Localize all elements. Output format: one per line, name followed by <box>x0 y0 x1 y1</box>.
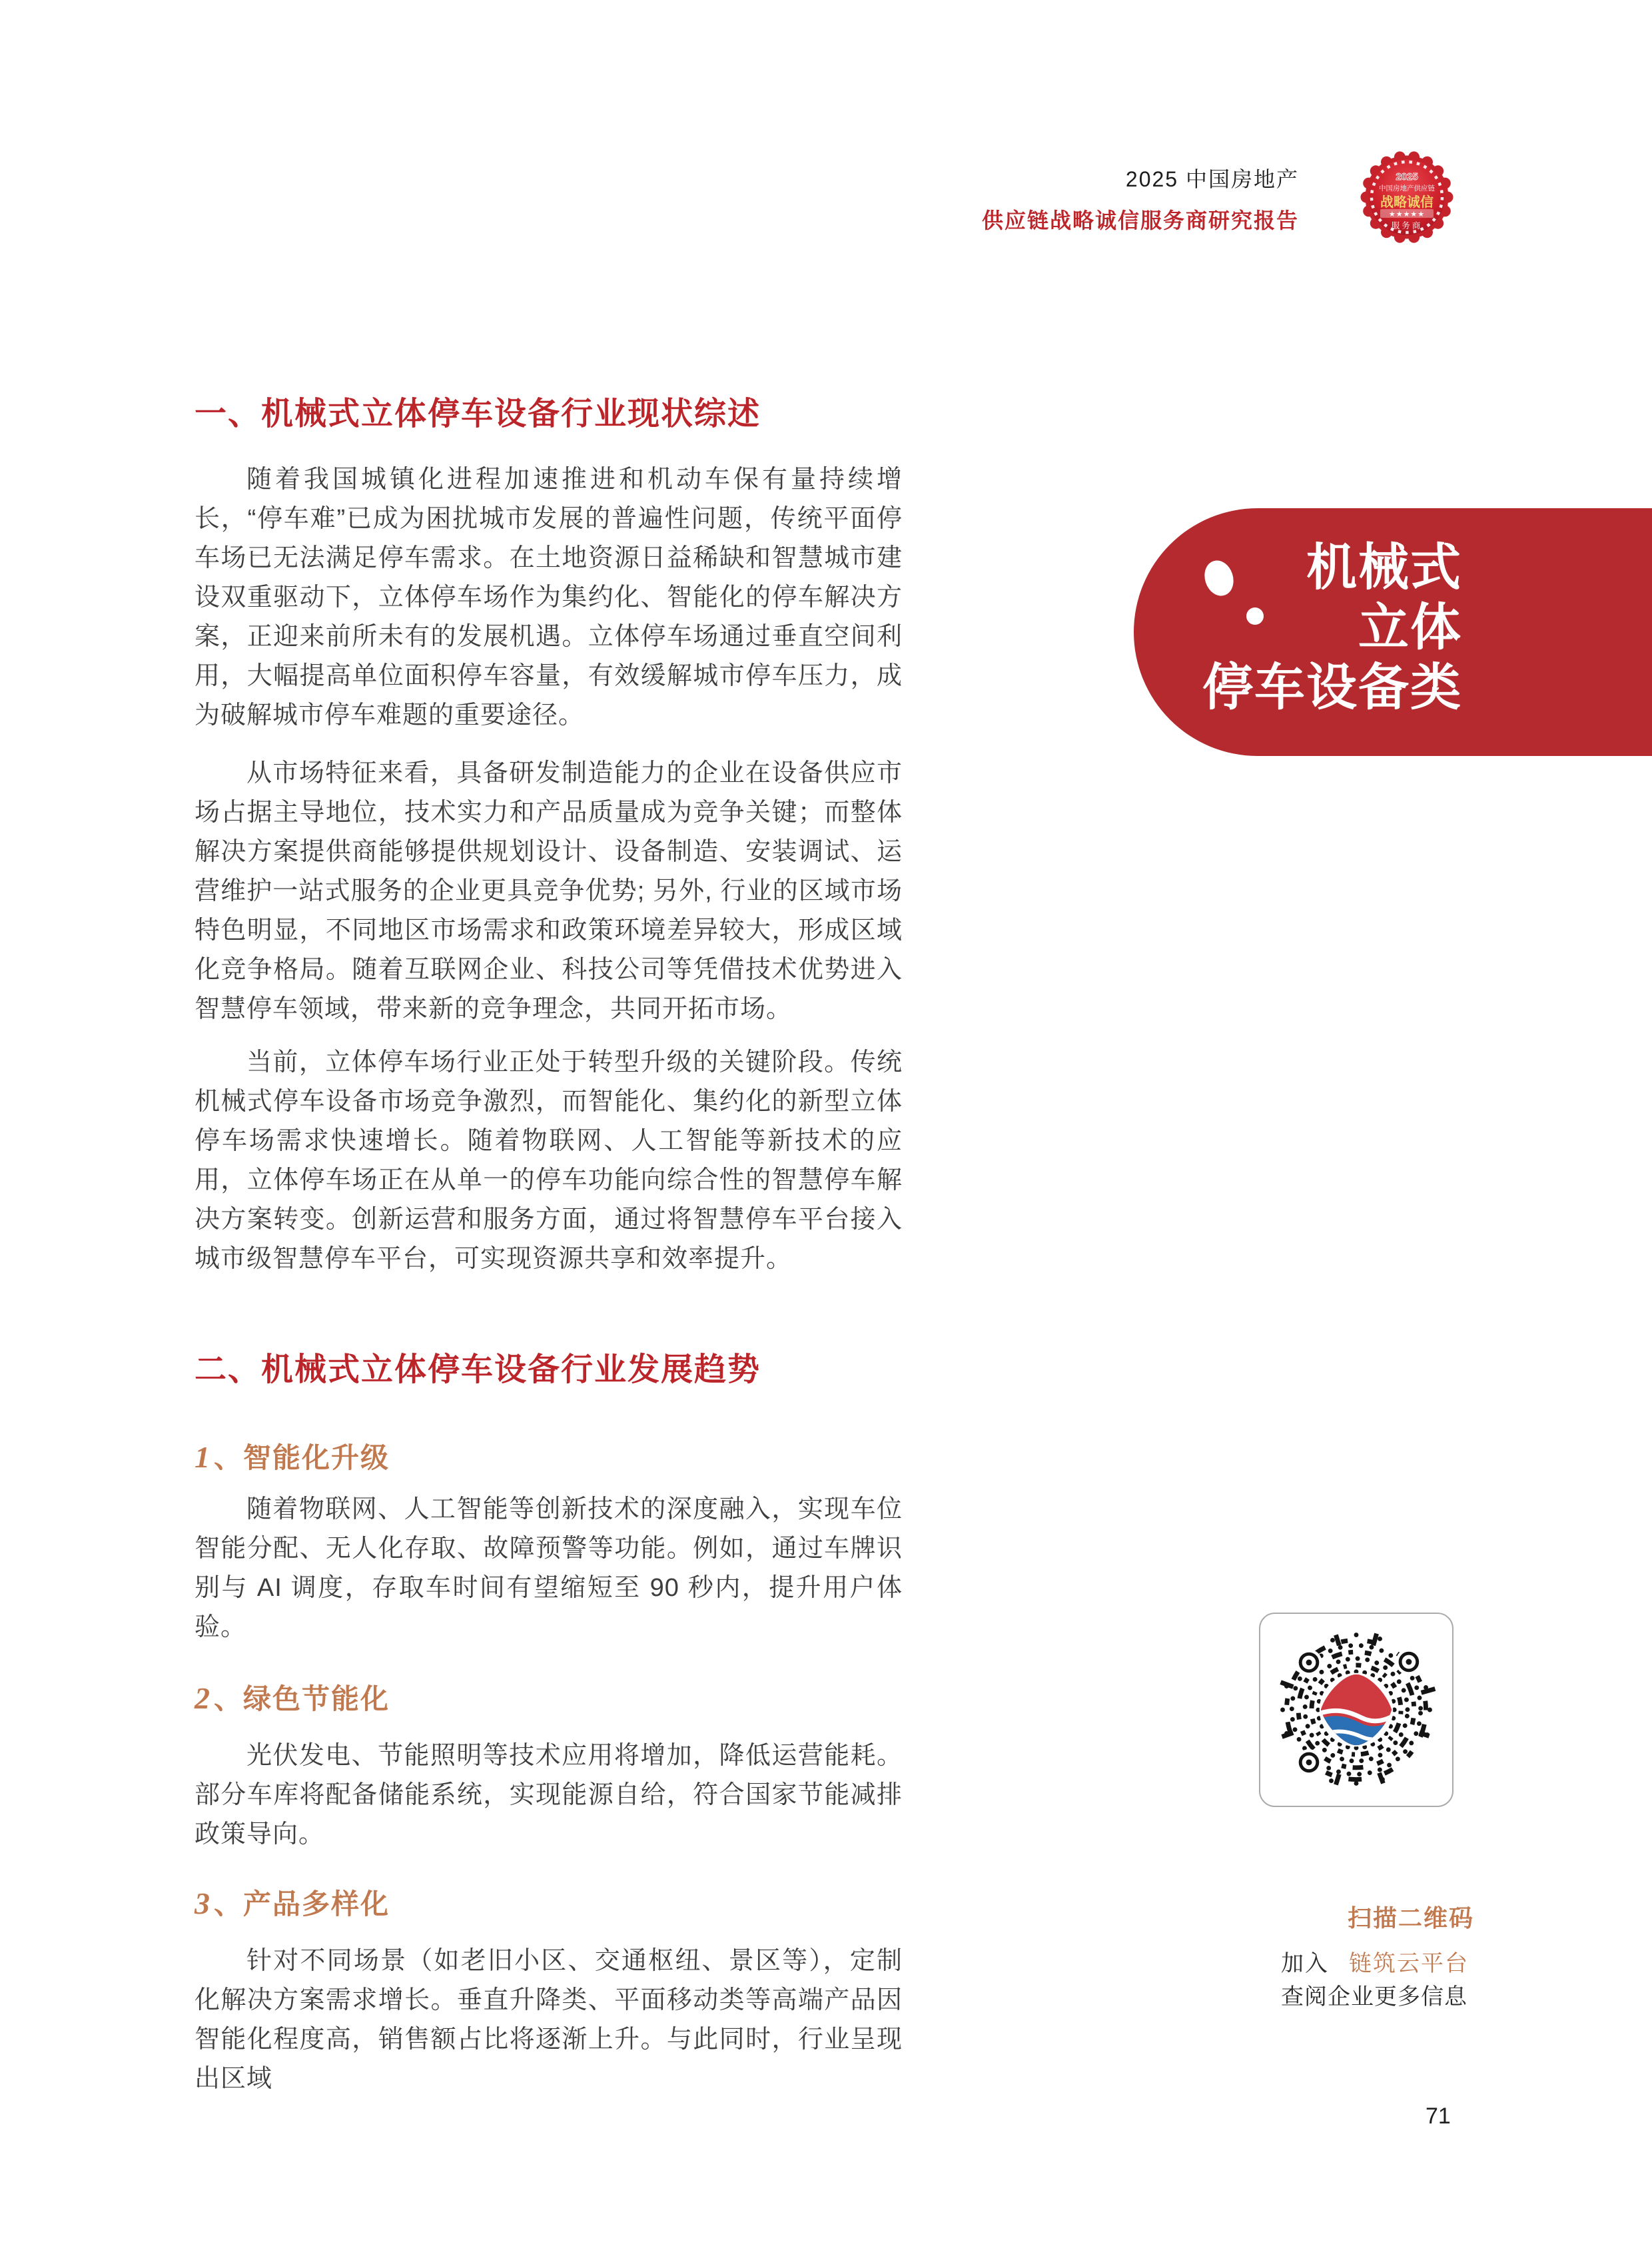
subsection2-title: 绿色节能化 <box>243 1683 390 1714</box>
banner-line3: 停车设备类 <box>1202 659 1462 716</box>
subsection1-number: 1 <box>195 1440 211 1474</box>
join-platform-line <box>1281 1945 1469 1978</box>
report-title-line2: 供应链战略诚信服务商研究报告 <box>981 208 1299 232</box>
subsection1-heading <box>195 1440 903 1475</box>
section1-paragraph-1: 随着我国城镇化进程加速推进和机动车保有量持续增长，“停车难”已成为困扰城市发展的普遍性问题，传统平面停车场已无法满足停车需求。在土地资源日益稀缺和智慧城市建设双重驱动下，立体停车场作为集约化、智能化的停车解决方案，正迎来前所未有的发展机遇。立体停车场通过垂直空间利用，大幅提高单位面积停车容量，有效缓解城市停车压力，成为破解城市停车难题的重要途径。 <box>195 466 903 729</box>
platform-name-label: 链筑云平台 <box>1349 1951 1469 1976</box>
badge-stars: ★★★★★ <box>1388 210 1426 218</box>
banner-line2: 立体 <box>1358 599 1462 656</box>
section2-heading: 二、机械式立体停车设备行业发展趋势 <box>195 1352 761 1387</box>
subsection3-heading <box>195 1886 903 1922</box>
section1-paragraph-3: 当前，立体停车场行业正处于转型升级的关键阶段。传统机械式停车设备市场竞争激烈，而智能化、集约化的新型立体停车场需求快速增长。随着物联网、人工智能等新技术的应用，立体停车场正在从单一的停车功能向综合性的智慧停车解决方案转变。创新运营和服务方面，通过将智慧停车平台接入城市级智慧停车平台，可实现资源共享和效率提升。 <box>195 1048 903 1273</box>
subsection2-heading <box>195 1681 903 1716</box>
award-seal-icon <box>1360 151 1453 244</box>
subsection2-separator: 、 <box>214 1683 244 1714</box>
subsection2-paragraph: 光伏发电、节能照明等技术应用将增加，降低运营能耗。部分车库将配备储能系统，实现能源自给，符合国家节能减排政策导向。 <box>195 1742 903 1848</box>
subsection3-separator: 、 <box>214 1888 244 1920</box>
main-text-column <box>195 395 903 2099</box>
subsection1-title: 智能化升级 <box>243 1442 390 1473</box>
badge-year: 2025 <box>1396 171 1418 183</box>
section1-heading: 一、机械式立体停车设备行业现状综述 <box>195 396 761 432</box>
badge-line1: 中国房地产供应链 <box>1379 185 1435 192</box>
subsection3-title: 产品多样化 <box>243 1888 390 1920</box>
banner-line1: 机械式 <box>1306 540 1462 596</box>
subsection3-paragraph: 针对不同场景（如老旧小区、交通枢纽、景区等），定制化解决方案需求增长。垂直升降类、平面移动类等高端产品因智能化程度高，销售额占比将逐渐上升。与此同时，行业呈现出区域 <box>195 1947 903 2093</box>
badge-line2: 战略诚信 <box>1380 195 1434 210</box>
subsection1-paragraph: 随着物联网、人工智能等创新技术的深度融入，实现车位智能分配、无人化存取、故障预警等功能。例如，通过车牌识别与 AI 调度，存取车时间有望缩短至 90 秒内，提升用户体验。 <box>195 1495 903 1641</box>
qr-code-icon <box>1260 1614 1452 1806</box>
subsection1-separator: 、 <box>214 1442 244 1473</box>
report-title-line1: 2025 中国房地产 <box>1125 167 1299 191</box>
qr-code-card <box>1259 1613 1453 1807</box>
category-banner-title <box>1202 538 1462 718</box>
subsection3-number: 3 <box>195 1886 211 1920</box>
subsection2-number: 2 <box>195 1681 211 1715</box>
join-prefix-label: 加入 <box>1281 1951 1329 1976</box>
platform-logo-icon <box>1316 1672 1398 1752</box>
section1-paragraph-2: 从市场特征来看，具备研发制造能力的企业在设备供应市场占据主导地位，技术实力和产品质量成为竞争关键；而整体解决方案提供商能够提供规划设计、设备制造、安装调试、运营维护一站式服务的企业更具竞争优势; 另外, 行业的区域市场特色明显，不同地区市场需求和政策环境差异较大，形成区域化竞争格局。随着互联网企业、科技公司等凭借技术优势进入智慧停车领域，带来新的竞争理念，共同开拓市场。 <box>195 759 903 1023</box>
page-number: 71 <box>1426 2103 1451 2129</box>
badge-line3: 服务商 <box>1391 221 1423 230</box>
more-info-label: 查阅企业更多信息 <box>1281 1984 1467 2010</box>
scan-qr-label: 扫描二维码 <box>1348 1904 1475 1932</box>
category-banner <box>1134 508 1652 756</box>
